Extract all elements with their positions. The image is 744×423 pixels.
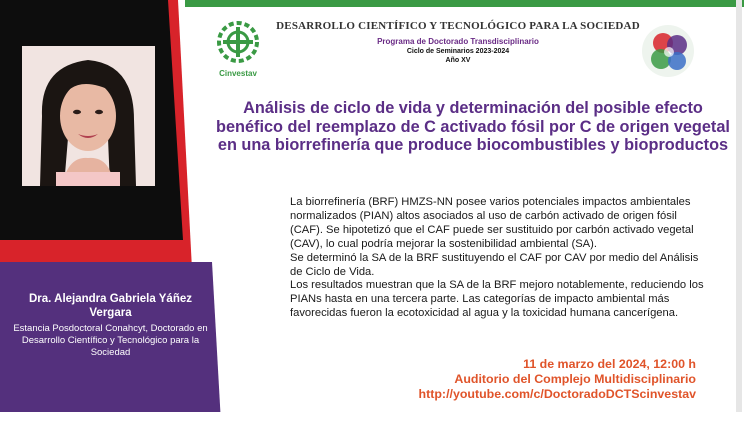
event-datetime: 11 de marzo del 2024, 12:00 h <box>523 357 696 371</box>
right-edge-shadow <box>736 0 742 423</box>
cinvestav-logo <box>211 20 265 82</box>
year-label: Año XV <box>445 57 471 64</box>
cinvestav-logo-text: Cinvestav <box>219 69 257 78</box>
speaker-role: Estancia Posdoctoral Conahcyt, Doctorado en Desarrollo Científico y Tecnológico para la Sociedad <box>13 323 208 358</box>
seminar-title: Análisis de ciclo de vida y determinación del posible efecto benéfico del reemplazo de C activado fósil por C de origen vegetal en una biorrefinería que produce biocombustibles y bioproductos <box>216 99 730 154</box>
speaker-info <box>8 292 213 359</box>
speaker-photo <box>22 46 155 186</box>
organization-name: DESARROLLO CIENTÍFICO Y TECNOLÓGICO PARA LA SOCIEDAD <box>276 20 640 32</box>
bottom-margin <box>0 412 744 423</box>
event-venue: Auditorio del Complejo Multidisciplinario <box>454 372 696 386</box>
event-url-link[interactable]: http://youtube.com/c/DoctoradoDCTScinvestav <box>418 387 696 401</box>
speaker-name: Dra. Alejandra Gabriela Yáñez Vergara <box>29 293 192 319</box>
doctorate-logo <box>637 21 699 81</box>
abstract-paragraph: Se determinó la SA de la BRF sustituyendo el CAF por CAV por medio del Análisis de Ciclo de Vida. <box>290 251 699 278</box>
top-green-bar <box>185 0 744 7</box>
header <box>268 20 648 64</box>
abstract-paragraph: Los resultados muestran que la SA de la BRF mejoro notablemente, reduciendo los PIANs hasta en una tercera parte. Las categorías de impacto ambiental más favorecidas fueron la ecotoxicidad al agua y la toxicidad humana cancerígena. <box>290 279 704 320</box>
program-name: Programa de Doctorado Transdisciplinario <box>377 37 539 46</box>
molecule-logo-icon <box>637 21 699 81</box>
abstract <box>290 196 710 321</box>
seminar-cycle: Ciclo de Seminarios 2023-2024 <box>406 48 510 55</box>
cinvestav-emblem-icon <box>216 20 260 64</box>
abstract-paragraph: La biorrefinería (BRF) HMZS-NN posee varios potenciales impactos ambientales normalizados (PIAN) altos asociados al uso de carbón activado de origen fósil (CAF). Se hipotetizó que el CAF puede ser sustituido por carbón activado vegetal (CAV), lo cual podría mejorar la sostenibilidad ambiental (SA). <box>290 196 694 250</box>
event-details <box>380 357 696 402</box>
speaker-portrait-image <box>22 46 155 186</box>
